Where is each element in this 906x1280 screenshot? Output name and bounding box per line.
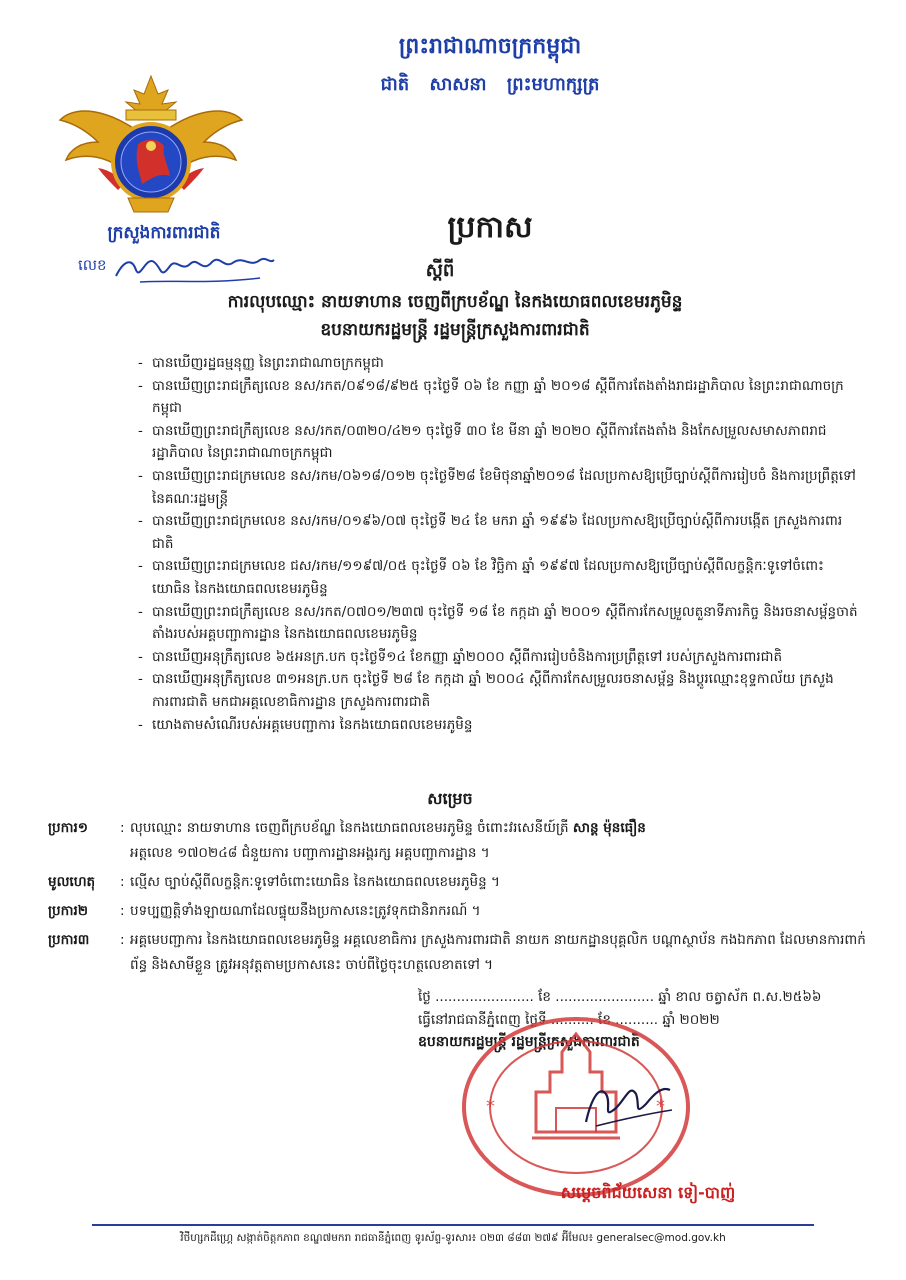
national-motto: ជាតិ សាសនា ព្រះមហាក្សត្រ (380, 74, 600, 95)
reason-clause: មូលហេតុ : ល្មើស ច្បាប់ស្តីពីលក្ខន្តិកៈទូទៅចំពោះយោធិន នៃកងយោធពលខេមរភូមិន្ទ ។ (48, 870, 880, 895)
svg-text:*: * (486, 1096, 495, 1117)
consideration-item: - បានឃើញព្រះរាជក្រមលេខ ជស/រកម/១១៩៧/០៥ ចុះថ្ងៃទី ០៦ ខែ វិច្ឆិកា ឆ្នាំ ១៩៩៧ ដែលប្រកាសឱ្យប្រើច្បាប់ស្តីពីលក្ខន្តិកៈទូទៅចំពោះយោធិន នៃកងយោធពលខេមរភូមិន្ទ (138, 555, 858, 600)
removed-officer-name: សាន្ត ម៉ុនធឿន (572, 820, 646, 836)
consideration-item: - បានឃើញព្រះរាជក្រឹត្យលេខ នស/រកត/០៧០១/២៣៧ ចុះថ្ងៃទី ១៨ ខែ កក្កដា ឆ្នាំ ២០០១ ស្តីពីការកែសម្រួលតួនាទីភារកិច្ច និងរចនាសម្ព័ន្ធចាត់តាំងរបស់អគ្គបញ្ជាការដ្ឋាន នៃកងយោធពលខេមរភូមិន្ទ (138, 601, 858, 646)
considerations-list (138, 352, 858, 736)
article-label: ប្រការ១ (48, 820, 88, 836)
consideration-item: - បានឃើញព្រះរាជក្រឹត្យលេខ នស/រកត/០៣២០/៤២១ ចុះថ្ងៃទី ៣០ ខែ មីនា ឆ្នាំ ២០២០ ស្តីពីការតែងតាំង និងកែសម្រួលសមាសភាពរាជរដ្ឋាភិបាល នៃព្រះរាជាណាចក្រកម្ពុជា (138, 420, 858, 465)
ministry-name: ក្រសួងការពារជាតិ (107, 223, 221, 243)
articles-block (48, 816, 880, 982)
subject-block (140, 288, 770, 344)
consideration-item: - បានឃើញអនុក្រឹត្យលេខ ៦៥អនក្រ.បក ចុះថ្ងៃទី១៤ ខែកញ្ញា ឆ្នាំ២០០០ ស្តីពីការរៀបចំនិងការប្រព្រឹត្តទៅ របស់ក្រសួងការពារជាតិ (138, 646, 858, 669)
reference-number-label: លេខ (78, 256, 107, 274)
handwritten-signature-icon (576, 1064, 676, 1134)
lunar-date-line: ថ្ងៃ ....................... ខែ ....................... ឆ្នាំ ខាល ចត្វាស័ក ព.ស.២៥៦៦ (418, 989, 822, 1005)
article-text-continued: អត្តលេខ ១៧០២៤៨ ជំនួយការ បញ្ជាការដ្ឋានអង្គរក្ស អគ្គបញ្ជាការដ្ឋាន ។ (130, 845, 490, 861)
decides-heading: សម្រេច (427, 789, 473, 808)
consideration-item: - បានឃើញព្រះរាជក្រឹត្យលេខ នស/រកត/០៩១៨/៩២៥ ចុះថ្ងៃទី ០៦ ខែ កញ្ញា ឆ្នាំ ២០១៨ ស្តីពីការតែងតាំងរាជរដ្ឋាភិបាល នៃព្រះរាជាណាចក្រកម្ពុជា (138, 375, 858, 420)
consideration-item: - បានឃើញអនុក្រឹត្យលេខ ៣១អនក្រ.បក ចុះថ្ងៃទី ២៨ ខែ កក្កដា ឆ្នាំ ២០០៤ ស្តីពីការកែសម្រួលរចនាសម្ព័ន្ធ និងប្តូរឈ្មោះខុទ្ទកាល័យ ក្រសួងការពារជាតិ មកជាអគ្គលេខាធិការដ្ឋាន ក្រសួងការពារជាតិ (138, 668, 858, 713)
consideration-item: - បានឃើញរដ្ឋធម្មនុញ្ញ នៃព្រះរាជាណាចក្រកម្ពុជា (138, 352, 858, 375)
reference-number-handwritten-icon (110, 250, 280, 288)
article-text: លុបឈ្មោះ នាយទាហាន ចេញពីក្របខ័ណ្ឌ នៃកងយោធពលខេមរភូមិន្ទ ចំពោះវរសេនីយ៍ត្រី (130, 820, 569, 836)
article-label: ប្រការ២ (48, 903, 88, 919)
consideration-item: - បានឃើញព្រះរាជក្រមលេខ នស/រកម/០៦១៨/០១២ ចុះថ្ងៃទី២៨ ខែមិថុនាឆ្នាំ២០១៨ ដែលប្រកាសឱ្យប្រើច្បាប់ស្តីពីការរៀបចំ និងការប្រព្រឹត្តទៅនៃគណៈរដ្ឋមន្ត្រី (138, 465, 858, 510)
signer-title: ឧបនាយករដ្ឋមន្ត្រី រដ្ឋមន្ត្រីក្រសួងការពារជាតិ (418, 1034, 640, 1050)
article-2: ប្រការ២ : បទប្បញ្ញត្តិទាំងឡាយណាដែលផ្ទុយនឹងប្រកាសនេះត្រូវទុកជានិរាករណ៍ ។ (48, 899, 880, 924)
subject-line-1: ការលុបឈ្មោះ នាយទាហាន ចេញពីក្របខ័ណ្ឌ នៃកងយោធពលខេមរភូមិន្ទ (227, 292, 683, 312)
article-3: ប្រការ៣ : អគ្គមេបញ្ជាការ នៃកងយោធពលខេមរភូមិន្ទ អគ្គលេខាធិការ ក្រសួងការពារជាតិ នាយក នាយកដ្ឋានបុគ្គលិក បណ្តាស្ថាប័ន កងឯកភាព ដែលមានការពាក់ព័ន្ធ និងសាមីខ្លួន ត្រូវអនុវត្តតាមប្រកាសនេះ ចាប់ពីថ្ងៃចុះហត្ថលេខាតទៅ ។ (48, 928, 880, 978)
article-label: ប្រការ៣ (48, 932, 90, 948)
document-title: ប្រកាស (447, 210, 533, 245)
solar-date-line: ធ្វើនៅរាជធានីភ្នំពេញ ថ្ងៃទី .......... ខែ .......... ឆ្នាំ ២០២២ (418, 1012, 720, 1028)
article-text: ល្មើស ច្បាប់ស្តីពីលក្ខន្តិកៈទូទៅចំពោះយោធិន នៃកងយោធពលខេមរភូមិន្ទ ។ (130, 874, 500, 890)
consideration-item: - យោងតាមសំណើរបស់អគ្គមេបញ្ជាការ នៃកងយោធពលខេមរភូមិន្ទ (138, 714, 858, 737)
article-text: អគ្គមេបញ្ជាការ នៃកងយោធពលខេមរភូមិន្ទ អគ្គលេខាធិការ ក្រសួងការពារជាតិ នាយក នាយកដ្ឋានបុគ្គលិក បណ្តាស្ថាប័ន កងឯកភាព ដែលមានការពាក់ព័ន្ធ និងសាមីខ្លួន ត្រូវអនុវត្តតាមប្រកាសនេះ ចាប់ពីថ្ងៃចុះហត្ថលេខាតទៅ ។ (130, 932, 866, 973)
subject-line-2: ឧបនាយករដ្ឋមន្ត្រី រដ្ឋមន្ត្រីក្រសួងការពារជាតិ (320, 320, 590, 340)
subject-label: ស្តីពី (425, 260, 455, 281)
svg-text:*: * (656, 1096, 665, 1117)
article-text: បទប្បញ្ញត្តិទាំងឡាយណាដែលផ្ទុយនឹងប្រកាសនេះត្រូវទុកជានិរាករណ៍ ។ (130, 903, 481, 919)
ministry-emblem-icon (58, 72, 244, 222)
article-1: ប្រការ១ : លុបឈ្មោះ នាយទាហាន ចេញពីក្របខ័ណ្ឌ នៃកងយោធពលខេមរភូមិន្ទ ចំពោះវរសេនីយ៍ត្រី សាន្ត ម៉ុនធឿន អត្តលេខ ១៧០២៤៨ ជំនួយការ បញ្ជាការដ្ឋានអង្គរក្ស អគ្គបញ្ជាការដ្ឋាន ។ (48, 816, 880, 866)
footer-contact: វិថីហ្សកដឺហ្គ្រេ សង្កាត់ចិត្តកភាព ខណ្ឌ៧មករា រាជធានីភ្នំពេញ ទូរស័ព្ទ-ទូរសារ៖ ០២៣ ៨៨៣ ២៧៩ អ៊ីមែល៖ generalsec@mod.gov.kh (180, 1232, 726, 1244)
article-label: មូលហេតុ (48, 874, 96, 890)
kingdom-heading: ព្រះរាជាណាចក្រកម្ពុជា (398, 33, 582, 59)
footer-divider (92, 1224, 814, 1226)
consideration-item: - បានឃើញព្រះរាជក្រមលេខ នស/រកម/០១៩៦/០៧ ចុះថ្ងៃទី ២៤ ខែ មករា ឆ្នាំ ១៩៩៦ ដែលប្រកាសឱ្យប្រើច្បាប់ស្តីពីការបង្កើត ក្រសួងការពារជាតិ (138, 510, 858, 555)
signer-name: សម្តេចពិជ័យសេនា ទៀ-បាញ់ (560, 1183, 736, 1202)
